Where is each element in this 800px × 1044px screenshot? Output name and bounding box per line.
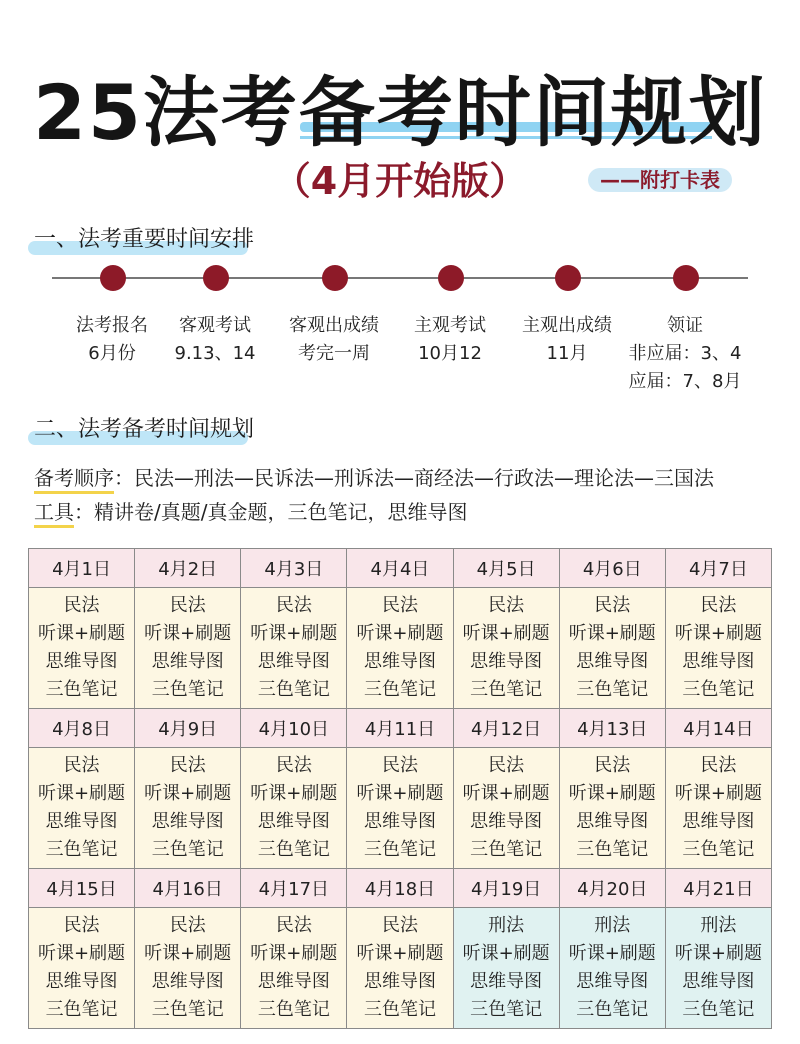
timeline-dot (673, 265, 699, 291)
task-line: 听课+刷题 (674, 623, 762, 644)
task-line: 听课+刷题 (462, 943, 550, 964)
task-line: 听课+刷题 (38, 783, 126, 804)
task-line: 三色笔记 (45, 839, 118, 860)
calendar-date-cell: 4月20日 (559, 869, 665, 908)
task-line: 听课+刷题 (674, 783, 762, 804)
task-line: 思维导图 (257, 651, 330, 672)
calendar-date-cell: 4月8日 (29, 709, 135, 748)
calendar-task-cell (241, 748, 347, 869)
task-line: 思维导图 (576, 971, 649, 992)
calendar-date-cell: 4月18日 (347, 869, 453, 908)
calendar-date-cell: 4月3日 (241, 549, 347, 588)
task-line: 三色笔记 (45, 999, 118, 1020)
timeline-event-date: 考完一周 (298, 343, 370, 364)
task-line: 三色笔记 (576, 679, 649, 700)
timeline-dot (322, 265, 348, 291)
task-line: 三色笔记 (576, 999, 649, 1020)
task-line: 听课+刷题 (356, 783, 444, 804)
task-line: 听课+刷题 (674, 943, 762, 964)
timeline-dot (438, 265, 464, 291)
task-subject: 民法 (275, 915, 312, 936)
calendar-task-cell (135, 748, 241, 869)
task-subject: 民法 (169, 595, 206, 616)
timeline-event-name: 客观考试 (179, 315, 251, 336)
task-subject: 民法 (275, 595, 312, 616)
timeline-line (52, 277, 748, 279)
timeline-event-name: 主观考试 (414, 315, 486, 336)
task-line: 思维导图 (470, 811, 543, 832)
task-line: 思维导图 (363, 651, 436, 672)
task-line: 三色笔记 (470, 839, 543, 860)
calendar-task-row (29, 908, 772, 1029)
calendar-date-cell: 4月19日 (453, 869, 559, 908)
tools-text: ：精讲卷/真题/真金题，三色笔记，思维导图 (74, 500, 468, 524)
calendar-date-row (29, 709, 772, 748)
task-subject: 民法 (488, 595, 525, 616)
timeline-event-date: 9.13、14 (174, 343, 256, 364)
tools-line (34, 496, 467, 525)
task-line: 三色笔记 (151, 839, 224, 860)
task-line: 思维导图 (151, 651, 224, 672)
task-line: 听课+刷题 (568, 783, 656, 804)
task-line: 三色笔记 (151, 999, 224, 1020)
task-line: 思维导图 (470, 651, 543, 672)
calendar-date-cell: 4月5日 (453, 549, 559, 588)
calendar-date-row (29, 869, 772, 908)
task-subject: 民法 (63, 595, 100, 616)
task-subject: 民法 (169, 915, 206, 936)
calendar-task-cell (453, 748, 559, 869)
calendar-task-cell (135, 588, 241, 709)
section2-heading-text: 二、法考备考时间规划 (34, 417, 255, 442)
task-line: 听课+刷题 (462, 783, 550, 804)
task-line: 听课+刷题 (250, 943, 338, 964)
timeline-label (610, 312, 760, 396)
task-subject: 民法 (488, 755, 525, 776)
timeline-event-name: 领证 (667, 315, 703, 336)
task-subject: 民法 (63, 915, 100, 936)
task-line: 思维导图 (151, 811, 224, 832)
task-line: 听课+刷题 (144, 783, 232, 804)
calendar-task-cell (135, 908, 241, 1029)
calendar-task-cell (559, 908, 665, 1029)
task-line: 听课+刷题 (462, 623, 550, 644)
task-line: 思维导图 (257, 811, 330, 832)
task-line: 思维导图 (682, 651, 755, 672)
timeline-event-name: 主观出成绩 (522, 315, 612, 336)
task-subject: 刑法 (594, 915, 631, 936)
timeline-event-date: 6月份 (88, 343, 136, 364)
task-line: 思维导图 (682, 811, 755, 832)
task-line: 听课+刷题 (38, 623, 126, 644)
calendar-task-cell (665, 908, 771, 1029)
calendar-date-cell: 4月21日 (665, 869, 771, 908)
task-line: 三色笔记 (682, 679, 755, 700)
task-line: 听课+刷题 (356, 623, 444, 644)
calendar-task-cell (347, 908, 453, 1029)
timeline-event-date: 非应届：3、4 (628, 343, 742, 364)
task-line: 三色笔记 (363, 999, 436, 1020)
calendar-date-cell: 4月14日 (665, 709, 771, 748)
calendar-date-cell: 4月1日 (29, 549, 135, 588)
task-subject: 民法 (381, 755, 418, 776)
task-line: 思维导图 (682, 971, 755, 992)
calendar-date-cell: 4月13日 (559, 709, 665, 748)
task-line: 听课+刷题 (568, 943, 656, 964)
task-line: 三色笔记 (363, 679, 436, 700)
task-line: 听课+刷题 (356, 943, 444, 964)
task-line: 听课+刷题 (144, 623, 232, 644)
task-line: 思维导图 (151, 971, 224, 992)
section1-heading-text: 一、法考重要时间安排 (34, 227, 255, 252)
calendar-task-row (29, 588, 772, 709)
calendar-task-cell (665, 748, 771, 869)
study-order-text: ：民法—刑法—民诉法—刑诉法—商经法—行政法—理论法—三国法 (114, 466, 714, 490)
calendar-date-cell: 4月10日 (241, 709, 347, 748)
tools-label: 工具 (34, 500, 74, 524)
task-line: 听课+刷题 (38, 943, 126, 964)
task-line: 思维导图 (45, 811, 118, 832)
task-line: 思维导图 (257, 971, 330, 992)
task-subject: 民法 (700, 755, 737, 776)
task-line: 听课+刷题 (144, 943, 232, 964)
calendar-task-cell (347, 748, 453, 869)
task-subject: 刑法 (488, 915, 525, 936)
calendar-date-cell: 4月15日 (29, 869, 135, 908)
calendar-date-cell: 4月7日 (665, 549, 771, 588)
task-line: 思维导图 (470, 971, 543, 992)
calendar-task-cell (241, 588, 347, 709)
task-line: 三色笔记 (257, 839, 330, 860)
calendar-task-cell (29, 588, 135, 709)
calendar-task-cell (665, 588, 771, 709)
section2-heading (34, 412, 254, 443)
task-line: 听课+刷题 (250, 623, 338, 644)
calendar-task-cell (559, 588, 665, 709)
task-subject: 民法 (594, 595, 631, 616)
calendar-task-cell (29, 748, 135, 869)
calendar-date-cell: 4月6日 (559, 549, 665, 588)
calendar-date-cell: 4月17日 (241, 869, 347, 908)
calendar-date-cell: 4月12日 (453, 709, 559, 748)
timeline-event-date: 应届：7、8月 (628, 371, 742, 392)
calendar-date-cell: 4月9日 (135, 709, 241, 748)
study-order-label: 备考顺序 (34, 466, 114, 490)
task-line: 三色笔记 (45, 679, 118, 700)
task-line: 听课+刷题 (568, 623, 656, 644)
task-line: 三色笔记 (151, 679, 224, 700)
calendar-task-cell (347, 588, 453, 709)
task-subject: 民法 (700, 595, 737, 616)
timeline-dot (100, 265, 126, 291)
calendar-task-row (29, 748, 772, 869)
task-subject: 刑法 (700, 915, 737, 936)
task-line: 思维导图 (45, 971, 118, 992)
task-line: 思维导图 (363, 811, 436, 832)
task-line: 三色笔记 (682, 839, 755, 860)
timeline-dot (555, 265, 581, 291)
task-line: 三色笔记 (682, 999, 755, 1020)
task-line: 三色笔记 (470, 679, 543, 700)
task-subject: 民法 (169, 755, 206, 776)
task-line: 三色笔记 (257, 679, 330, 700)
calendar-date-cell: 4月11日 (347, 709, 453, 748)
checkin-note-badge: ——附打卡表 (588, 168, 732, 192)
section1-heading (34, 222, 254, 253)
task-subject: 民法 (381, 915, 418, 936)
task-line: 思维导图 (363, 971, 436, 992)
task-subject: 民法 (381, 595, 418, 616)
task-line: 三色笔记 (576, 839, 649, 860)
timeline-event-date: 10月12 (418, 343, 482, 364)
calendar-task-cell (29, 908, 135, 1029)
checkin-calendar-table (28, 548, 772, 1029)
calendar-task-cell (559, 748, 665, 869)
task-subject: 民法 (275, 755, 312, 776)
timeline-dot (203, 265, 229, 291)
task-subject: 民法 (594, 755, 631, 776)
timeline-event-name: 法考报名 (76, 315, 148, 336)
timeline-event-name: 客观出成绩 (289, 315, 379, 336)
task-line: 听课+刷题 (250, 783, 338, 804)
calendar-date-cell: 4月2日 (135, 549, 241, 588)
calendar-task-cell (453, 908, 559, 1029)
task-line: 三色笔记 (363, 839, 436, 860)
task-line: 思维导图 (45, 651, 118, 672)
timeline-event-date: 11月 (546, 343, 588, 364)
task-line: 思维导图 (576, 651, 649, 672)
calendar-date-cell: 4月4日 (347, 549, 453, 588)
study-order-line (34, 462, 714, 491)
task-subject: 民法 (63, 755, 100, 776)
calendar-date-row (29, 549, 772, 588)
calendar-date-cell: 4月16日 (135, 869, 241, 908)
task-line: 思维导图 (576, 811, 649, 832)
task-line: 三色笔记 (470, 999, 543, 1020)
task-line: 三色笔记 (257, 999, 330, 1020)
page-title: 25法考备考时间规划 (33, 68, 767, 157)
calendar-task-cell (453, 588, 559, 709)
calendar-task-cell (241, 908, 347, 1029)
page-subtitle: （4月开始版） (272, 159, 528, 203)
